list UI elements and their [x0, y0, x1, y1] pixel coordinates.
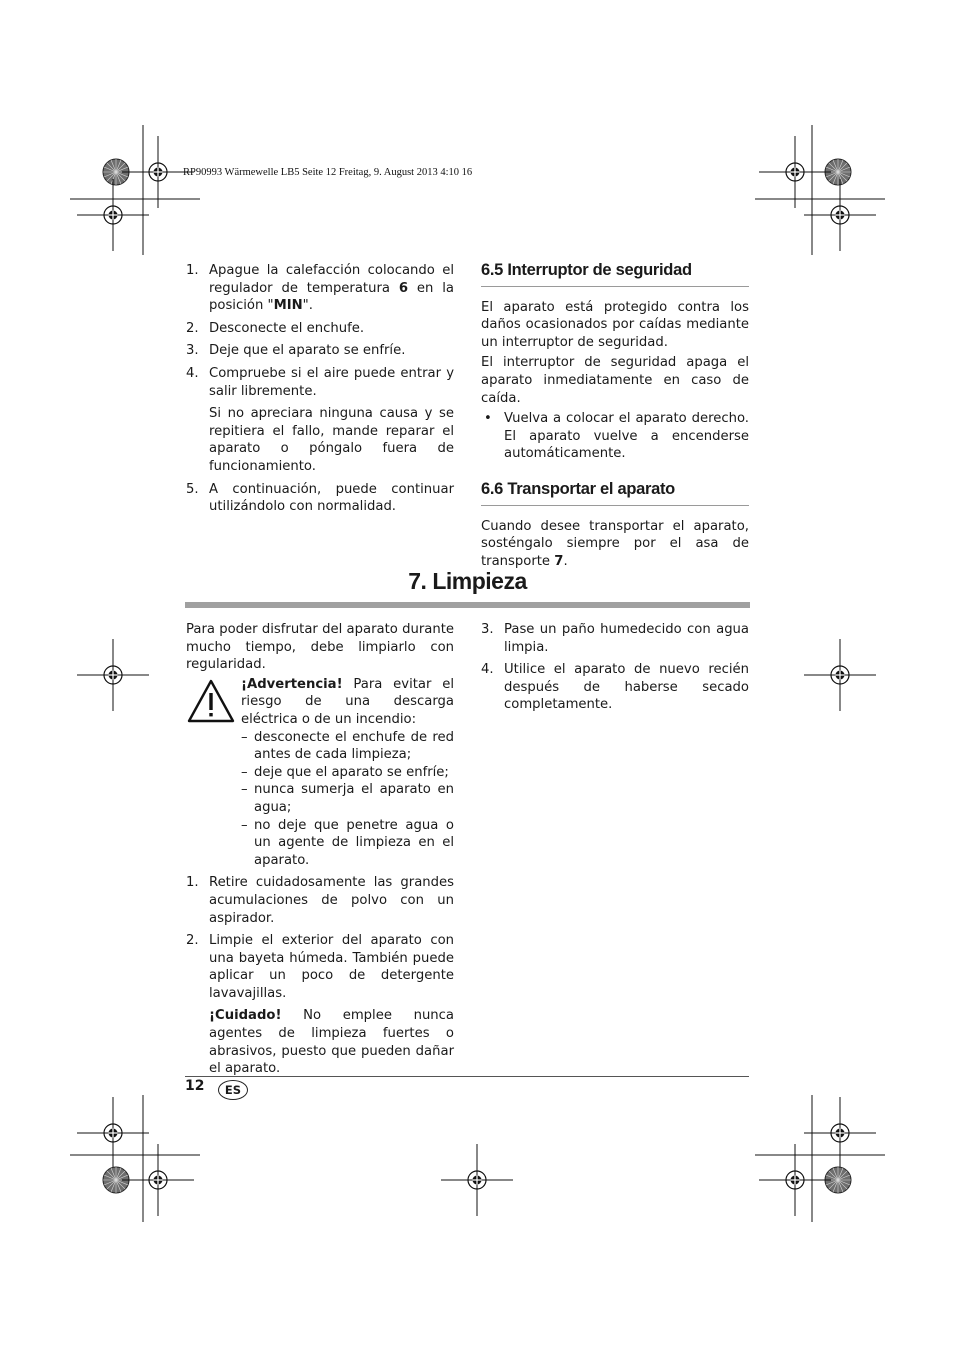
section-title-6-6: 6.6 Transportar el aparato: [481, 481, 749, 506]
footer-rule: [185, 1076, 749, 1077]
list-item: 5. A continuación, puede continuar utilizándolo con normalidad.: [186, 481, 454, 515]
list-number: 2.: [186, 933, 199, 949]
list-item: 2. Limpie el exterior del aparato con una bayeta húmeda. También puede aplicar un poco de detergente lavavajillas.: [186, 933, 454, 1001]
list-number: 4.: [186, 365, 199, 381]
list-item: 3. Deje que el aparato se enfríe.: [186, 343, 406, 359]
limpieza-right-column: [481, 621, 749, 719]
left-top-column: [186, 262, 454, 521]
page-number: 12: [185, 1078, 205, 1094]
right-top-column: [481, 262, 749, 570]
list-item: 4. Utilice el aparato de nuevo recién después de haberse secado completamente.: [481, 662, 749, 713]
warning-content: [241, 676, 454, 870]
dash-item: – deje que el aparato se enfríe;: [241, 764, 449, 780]
section-6-5-paragraph-1: El aparato está protegido contra los daños ocasionados por caídas mediante un interruptor de seguridad.: [481, 299, 749, 350]
warning-block: [186, 676, 454, 870]
warning-text: ¡Advertencia! Para evitar el riesgo de una descarga eléctrica o de un incendio:: [241, 676, 454, 727]
list-item: 2. Desconecte el enchufe.: [186, 320, 365, 336]
bullet-item: • Vuelva a colocar el aparato derecho. El aparato vuelve a encenderse automáticamente.: [484, 411, 749, 462]
bullet-marker: •: [484, 411, 492, 427]
list-number: 2.: [186, 320, 199, 336]
list-item-subparagraph: Si no apreciara ninguna causa y se repitiera el fallo, mande reparar el aparato o póngalo fuera de funcionamiento.: [209, 406, 454, 474]
list-number: 5.: [186, 481, 199, 497]
warning-icon: [186, 678, 236, 724]
list-item: 3. Pase un paño humedecido con agua limpia.: [481, 622, 749, 655]
section-6-5-paragraph-2: El interruptor de seguridad apaga el aparato inmediatamente en caso de caída.: [481, 355, 749, 406]
dash-item: – no deje que penetre agua o un agente de limpieza en el aparato.: [241, 817, 454, 868]
dash-marker: –: [241, 764, 248, 780]
list-item: 1. Apague la calefacción colocando el regulador de temperatura 6 en la posición "MIN".: [186, 263, 454, 314]
list-number: 1.: [186, 263, 199, 278]
chapter-rule: [185, 602, 750, 608]
chapter-title: 7. Limpieza: [408, 568, 527, 594]
language-badge: ES: [218, 1080, 248, 1100]
section-title-6-5: 6.5 Interruptor de seguridad: [481, 262, 749, 287]
dash-item: – nunca sumerja el aparato en agua;: [241, 782, 454, 815]
list-number: 3.: [481, 622, 494, 637]
limpieza-left-column: [186, 621, 454, 1083]
dash-marker: –: [241, 817, 248, 833]
print-header: RP90993 Wärmewelle LB5 Seite 12 Freitag, 9. August 2013 4:10 16: [183, 167, 473, 178]
list-number: 3.: [186, 343, 199, 359]
section-6-6-paragraph: Cuando desee transportar el aparato, sosténgalo siempre por el asa de transporte 7.: [481, 518, 749, 569]
list-number: 4.: [481, 662, 494, 678]
caution-note: ¡Cuidado! No emplee nunca agentes de limpieza fuertes o abrasivos, puesto que pueden dañar el aparato.: [209, 1008, 454, 1077]
dash-marker: –: [241, 729, 248, 745]
dash-marker: –: [241, 782, 248, 798]
list-item: 4. Compruebe si el aire puede entrar y salir libremente.: [186, 365, 454, 399]
list-number: 1.: [186, 875, 199, 891]
dash-item: – desconecte el enchufe de red antes de cada limpieza;: [241, 729, 454, 763]
list-item: 1. Retire cuidadosamente las grandes acumulaciones de polvo con un aspirador.: [186, 875, 454, 926]
limpieza-intro: Para poder disfrutar del aparato durante mucho tiempo, debe limpiarlo con regularidad.: [186, 622, 454, 673]
